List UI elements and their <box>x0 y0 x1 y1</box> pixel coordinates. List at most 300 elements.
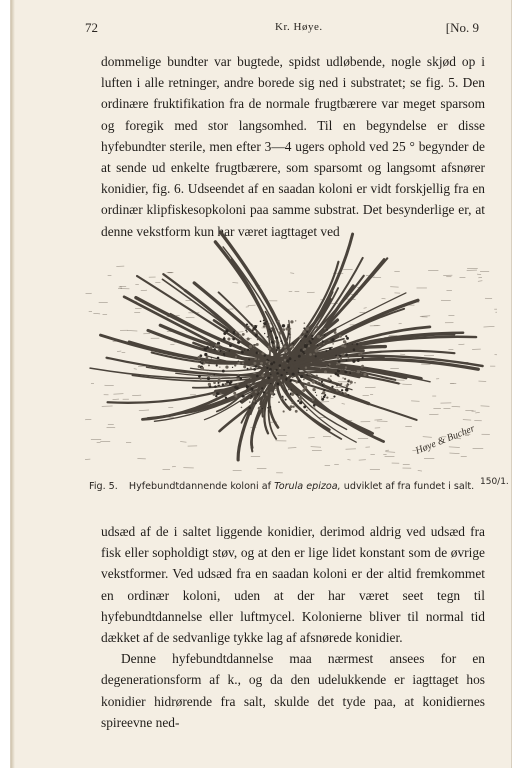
caption-species: Torula epizoa, <box>274 481 341 492</box>
conidia-dot <box>266 367 268 369</box>
conidia-dot <box>318 378 321 381</box>
conidia-dot <box>235 356 237 358</box>
conidia-dot <box>341 389 343 391</box>
conidia-dot <box>278 401 280 403</box>
conidia-dot <box>241 351 244 354</box>
conidia-dot <box>304 386 307 389</box>
conidia-dot <box>201 367 204 370</box>
conidia-dot <box>278 377 280 379</box>
conidia-dot <box>337 369 340 372</box>
conidia-dot <box>343 340 346 343</box>
conidia-dot <box>287 367 289 369</box>
conidia-dot <box>268 348 271 351</box>
body-text-top <box>101 51 485 242</box>
conidia-dot <box>212 393 215 396</box>
conidia-dot <box>214 348 216 350</box>
conidia-dot <box>208 364 210 366</box>
conidia-dot <box>348 394 350 396</box>
conidia-dot <box>208 383 211 386</box>
conidia-dot <box>270 383 271 384</box>
conidia-dot <box>307 372 310 375</box>
conidia-dot <box>344 378 346 380</box>
conidia-dot <box>242 333 245 336</box>
conidia-dot <box>248 358 250 360</box>
conidia-dot <box>203 362 205 364</box>
conidia-dot <box>311 338 314 341</box>
conidia-dot <box>276 372 279 375</box>
conidia-dot <box>237 374 239 376</box>
conidia-dot <box>253 362 256 365</box>
conidia-dot <box>278 331 281 334</box>
conidia-dot <box>248 407 251 410</box>
conidia-dot <box>311 335 313 337</box>
conidia-dot <box>208 370 209 371</box>
conidia-dot <box>346 385 348 387</box>
running-header <box>85 20 479 40</box>
conidia-dot <box>300 349 303 352</box>
conidia-dot <box>303 327 305 329</box>
conidia-dot <box>246 386 249 389</box>
conidia-dot <box>263 322 266 325</box>
conidia-dot <box>321 381 323 383</box>
conidia-dot <box>277 382 280 385</box>
conidia-dot <box>361 365 364 368</box>
conidia-dot <box>296 394 298 396</box>
conidia-dot <box>346 359 348 361</box>
conidia-dot <box>316 395 317 396</box>
conidia-dot <box>356 343 358 345</box>
conidia-dot <box>318 336 320 338</box>
conidia-dot <box>352 344 353 345</box>
conidia-dot <box>268 346 270 348</box>
conidia-dot <box>324 394 326 396</box>
conidia-dot <box>225 397 227 399</box>
conidia-dot <box>326 396 328 398</box>
conidia-dot <box>308 340 310 342</box>
conidia-dot <box>317 344 319 346</box>
conidia-dot <box>332 343 333 344</box>
conidia-dot <box>266 394 268 396</box>
conidia-dot <box>270 330 272 332</box>
conidia-dot <box>291 346 294 349</box>
page-spine-shadow <box>11 0 15 768</box>
conidia-dot <box>282 361 283 362</box>
conidia-dot <box>222 383 224 385</box>
conidia-dot <box>255 365 257 367</box>
conidia-dot <box>229 344 232 347</box>
conidia-dot <box>284 345 287 348</box>
conidia-dot <box>275 387 277 389</box>
conidia-dot <box>235 331 238 334</box>
conidia-dot <box>273 361 276 364</box>
conidia-dot <box>290 328 292 330</box>
paragraph: dommelige bundter var bugtede, spidst udløbende, nogle skjød op i luften i alle retninger, andre borede sig ned i substratet; se fig. 5. Den ordinære fruktifikation fra de normale frugtbærere var meget sparsom og foregik med stor langsomhed. Til en begyndelse er disse hyfebundter sterile, men efter 3—4 ugers ophold ved 25 ° begynder de at sende ud enkelte frugtbærere, som sparsomt og langsomt afsnører konidier, fig. 6. Udseendet af en saadan koloni er vidt forskjellig fra en ordinær klipfiskesopkoloni paa samme substrat. Det besynderlige er, at denne vekstform kun har været iagttaget ved <box>101 54 485 239</box>
conidia-dot <box>338 363 341 366</box>
conidia-dot <box>344 392 347 395</box>
conidia-dot <box>258 407 261 410</box>
conidia-dot <box>302 330 305 333</box>
conidia-dot <box>315 355 317 357</box>
conidia-dot <box>348 384 349 385</box>
conidia-dot <box>276 369 278 371</box>
conidia-dot <box>300 375 303 378</box>
conidia-dot <box>247 337 250 340</box>
conidia-dot <box>229 350 231 352</box>
conidia-dot <box>238 361 239 362</box>
conidia-dot <box>266 321 267 322</box>
figure-caption <box>89 477 509 492</box>
conidia-dot <box>218 350 220 352</box>
conidia-dot <box>309 353 312 356</box>
conidia-dot <box>329 347 332 350</box>
conidia-dot <box>307 382 310 385</box>
conidia-dot <box>211 375 212 376</box>
conidia-dot <box>280 340 282 342</box>
conidia-dot <box>244 349 245 350</box>
conidia-dot <box>337 374 340 377</box>
conidia-dot <box>346 337 349 340</box>
conidia-dot <box>342 377 343 378</box>
conidia-dot <box>281 342 283 344</box>
conidia-dot <box>352 359 355 362</box>
conidia-dot <box>284 349 287 352</box>
conidia-dot <box>201 361 203 363</box>
conidia-dot <box>266 384 268 386</box>
conidia-dot <box>345 353 348 356</box>
conidia-dot <box>360 352 362 354</box>
issue-number: [No. 9 <box>445 20 479 35</box>
conidia-dot <box>270 374 272 376</box>
conidia-dot <box>267 377 270 380</box>
page-number: 72 <box>85 20 98 35</box>
conidia-dot <box>336 363 338 365</box>
conidia-dot <box>254 344 256 346</box>
conidia-dot <box>271 392 274 395</box>
conidia-dot <box>323 384 325 386</box>
conidia-dot <box>269 338 271 340</box>
conidia-dot <box>316 326 319 329</box>
conidia-dot <box>275 336 278 339</box>
conidia-dot <box>225 365 228 368</box>
artist-signature: Høye & Bucher <box>414 423 477 457</box>
conidia-dot <box>253 327 256 330</box>
conidia-dot <box>323 389 325 391</box>
conidia-dot <box>284 359 287 362</box>
conidia-dot <box>298 380 301 383</box>
conidia-dot <box>250 387 253 390</box>
conidia-dot <box>297 400 299 402</box>
conidia-dot <box>282 324 285 327</box>
conidia-dot <box>269 368 272 371</box>
conidia-dot <box>261 387 263 389</box>
conidia-dot <box>326 329 328 331</box>
conidia-dot <box>283 369 285 371</box>
conidia-dot <box>357 370 360 373</box>
conidia-dot <box>264 333 265 334</box>
conidia-dot <box>262 408 263 409</box>
conidia-dot <box>236 378 239 381</box>
conidia-dot <box>336 389 339 392</box>
conidia-dot <box>347 383 348 384</box>
conidia-dot <box>218 385 220 387</box>
conidia-dot <box>248 326 250 328</box>
conidia-dot <box>206 346 209 349</box>
conidia-dot <box>354 382 355 383</box>
conidia-dot <box>324 370 327 373</box>
conidia-dot <box>282 396 284 398</box>
conidia-dot <box>347 356 349 358</box>
conidia-dot <box>237 362 240 365</box>
conidia-dot <box>234 386 237 389</box>
conidia-dot <box>258 358 260 360</box>
conidia-dot <box>340 383 342 385</box>
conidia-dot <box>237 341 240 344</box>
conidia-dot <box>304 345 307 348</box>
conidia-dot <box>222 370 225 373</box>
conidia-dot <box>255 391 257 393</box>
conidia-dot <box>276 348 278 350</box>
conidia-dot <box>353 348 356 351</box>
conidia-dot <box>336 385 338 387</box>
conidia-dot <box>260 362 263 365</box>
conidia-dot <box>213 381 216 384</box>
conidia-dot <box>322 340 324 342</box>
conidia-dot <box>308 345 310 347</box>
conidia-dot <box>218 377 221 380</box>
conidia-dot <box>263 320 265 322</box>
body-text-bottom <box>101 521 485 733</box>
conidia-dot <box>315 349 318 352</box>
conidia-dot <box>313 353 315 355</box>
conidia-dot <box>261 374 264 377</box>
conidia-dot <box>242 395 245 398</box>
conidia-dot <box>364 374 366 376</box>
conidia-dot <box>299 335 302 338</box>
conidia-dot <box>288 388 290 390</box>
conidia-dot <box>258 393 259 394</box>
conidia-dot <box>328 378 330 380</box>
conidia-dot <box>294 360 295 361</box>
conidia-dot <box>340 357 342 359</box>
conidia-dot <box>210 346 213 349</box>
conidia-dot <box>305 367 307 369</box>
conidia-dot <box>234 364 236 366</box>
conidia-dot <box>245 396 246 397</box>
conidia-dot <box>207 372 208 373</box>
conidia-dot <box>342 353 344 355</box>
conidia-dot <box>208 375 210 377</box>
conidia-dot <box>257 339 259 341</box>
conidia-dot <box>334 331 337 334</box>
conidia-dot <box>289 380 292 383</box>
conidia-dot <box>264 354 266 356</box>
conidia-dot <box>251 324 253 326</box>
conidia-dot <box>292 376 294 378</box>
conidia-dot <box>347 343 348 344</box>
conidia-dot <box>197 356 200 359</box>
conidia-dot <box>239 334 242 337</box>
conidia-dot <box>206 356 209 359</box>
conidia-dot <box>350 381 353 384</box>
conidia-dot <box>282 328 285 331</box>
conidia-dot <box>215 395 217 397</box>
conidia-dot <box>263 325 265 327</box>
caption-magnification: 150/1. <box>480 477 509 487</box>
conidia-dot <box>232 338 235 341</box>
conidia-dot <box>292 406 294 408</box>
conidia-dot <box>247 368 249 370</box>
conidia-dot <box>314 398 315 399</box>
conidia-dot <box>313 407 315 409</box>
conidia-dot <box>269 329 270 330</box>
conidia-dot <box>279 364 282 367</box>
conidia-dot <box>285 379 287 381</box>
conidia-dot <box>254 358 256 360</box>
conidia-dot <box>291 393 294 396</box>
conidia-dot <box>216 392 219 395</box>
conidia-dot <box>250 377 252 379</box>
conidia-dot <box>239 377 242 380</box>
conidia-dot <box>216 364 218 366</box>
conidia-dot <box>324 334 326 336</box>
conidia-dot <box>270 362 273 365</box>
conidia-dot <box>225 329 228 332</box>
conidia-dot <box>197 361 198 362</box>
conidia-dot <box>303 405 306 408</box>
conidia-dot <box>220 393 222 395</box>
conidia-dot <box>292 373 295 376</box>
conidia-dot <box>268 410 269 411</box>
conidia-dot <box>290 405 292 407</box>
conidia-dot <box>291 402 293 404</box>
conidia-dot <box>219 381 221 383</box>
figure-illustration <box>85 226 497 478</box>
conidia-dot <box>244 327 246 329</box>
conidia-dot <box>198 375 201 378</box>
conidia-dot <box>328 363 330 365</box>
conidia-dot <box>299 401 302 404</box>
conidia-dot <box>286 359 289 362</box>
conidia-dot <box>322 391 325 394</box>
conidia-dot <box>211 357 212 358</box>
conidia-dot <box>303 379 305 381</box>
conidia-dot <box>317 382 318 383</box>
conidia-dot <box>295 320 296 321</box>
conidia-dot <box>298 355 301 358</box>
running-title: Kr. Høye. <box>275 21 323 33</box>
conidia-dot <box>256 375 259 378</box>
conidia-dot <box>333 396 335 398</box>
conidia-dot <box>331 338 334 341</box>
conidia-dot <box>240 401 242 403</box>
conidia-dot <box>214 385 217 388</box>
paragraph: udsæd af de i saltet liggende konidier, derimod aldrig ved udsæd fra fisk eller sopholdigt støv, og at den er lige lidet konstant som de øvrige vekstformer. Ved udsæd fra en saadan koloni er der altid fremkommet en ordinær koloni, uden at der har været seet tegn til hyfebundtdannelse eller luftmycel. Kolonierne bliver til normal tid dækket af de sedvanlige tykke lag af afsnørede konidier. <box>101 524 485 646</box>
conidia-dot <box>304 348 307 351</box>
conidia-dot <box>227 337 230 340</box>
conidia-dot <box>316 375 318 377</box>
conidia-dot <box>255 402 257 404</box>
conidia-dot <box>224 355 226 357</box>
conidia-dot <box>213 374 215 376</box>
conidia-dot <box>249 401 250 402</box>
conidia-dot <box>312 380 315 383</box>
conidia-dot <box>289 337 290 338</box>
conidia-dot <box>281 398 283 400</box>
conidia-dot <box>345 388 348 391</box>
conidia-dot <box>320 368 321 369</box>
conidia-dot <box>321 396 322 397</box>
conidia-dot <box>328 340 329 341</box>
conidia-dot <box>276 349 278 351</box>
conidia-dot <box>286 390 288 392</box>
conidia-dot <box>283 410 285 412</box>
book-page <box>10 0 512 768</box>
conidia-dot <box>223 332 226 335</box>
conidia-dot <box>304 335 307 338</box>
conidia-dot <box>286 327 289 330</box>
conidia-dot <box>257 394 259 396</box>
conidia-dot <box>243 365 246 368</box>
conidia-dot <box>200 378 202 380</box>
conidia-dot <box>280 374 282 376</box>
conidia-dot <box>266 361 268 363</box>
caption-text-before: Hyfebundtdannende koloni af <box>128 481 271 492</box>
conidia-dot <box>300 340 302 342</box>
conidia-dot <box>278 344 279 345</box>
conidia-dot <box>274 370 276 372</box>
conidia-dot <box>247 349 249 351</box>
conidia-dot <box>291 389 292 390</box>
conidia-dot <box>312 388 315 391</box>
conidia-dot <box>306 410 307 411</box>
colony-illustration <box>85 226 497 478</box>
conidia-dot <box>212 346 214 348</box>
conidia-dot <box>321 398 324 401</box>
conidia-dot <box>247 383 250 386</box>
conidia-dot <box>357 359 360 362</box>
conidia-dot <box>271 341 274 344</box>
conidia-dot <box>266 359 268 361</box>
conidia-dot <box>279 367 281 369</box>
conidia-dot <box>315 392 316 393</box>
conidia-dot <box>250 395 252 397</box>
conidia-dot <box>323 343 325 345</box>
conidia-dot <box>311 362 312 363</box>
conidia-dot <box>339 335 342 338</box>
conidia-dot <box>289 357 292 360</box>
conidia-dot <box>285 399 287 401</box>
conidia-dot <box>331 386 333 388</box>
conidia-dot <box>306 327 309 330</box>
conidia-dot <box>253 368 256 371</box>
conidia-dot <box>223 353 225 355</box>
conidia-dot <box>245 329 247 331</box>
conidia-dot <box>288 333 290 335</box>
conidia-dot <box>260 320 262 322</box>
conidia-dot <box>313 404 316 407</box>
conidia-dot <box>267 407 269 409</box>
conidia-dot <box>253 400 255 402</box>
conidia-dot <box>362 357 364 359</box>
conidia-dot <box>246 324 248 326</box>
conidia-dot <box>292 343 294 345</box>
conidia-dot <box>349 372 351 374</box>
conidia-dot <box>229 382 232 385</box>
conidia-dot <box>347 381 349 383</box>
conidia-dot <box>345 366 347 368</box>
conidia-dot <box>217 382 219 384</box>
conidia-dot <box>267 336 269 338</box>
